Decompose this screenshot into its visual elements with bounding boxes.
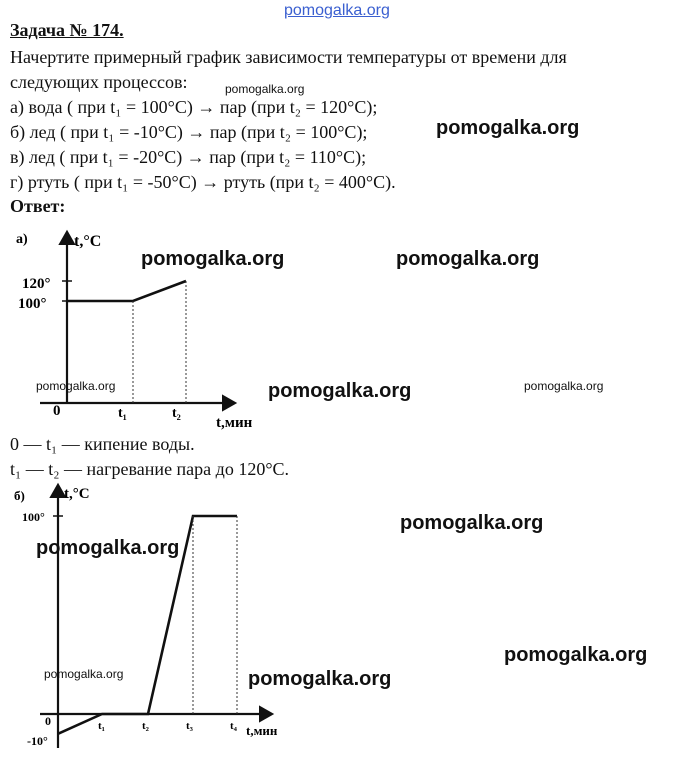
graph-b-y-tick-100: 100°	[22, 510, 45, 524]
watermark: pomogalka.org	[141, 248, 285, 270]
graph-b-x-tick-t1: t₁	[98, 720, 105, 732]
watermark: pomogalka.org	[44, 667, 124, 681]
site-watermark[interactable]: pomogalka.org	[284, 2, 390, 19]
task-title: Задача № 174.	[10, 20, 124, 40]
graph-a-note-2: t₁ — t₂ — нагревание пара до 120°С.	[10, 459, 290, 479]
answer-label: Ответ:	[10, 196, 66, 216]
graph-b-origin-label: 0	[45, 714, 51, 728]
graph-a-y-tick-100: 100°	[18, 296, 47, 312]
graph-b-y-axis-label: t,°C	[64, 486, 90, 502]
statement-line-1: Начертите примерный график зависимости температуры от времени для	[10, 47, 567, 67]
graph-b-panel-label: б)	[14, 488, 25, 503]
watermark: pomogalka.org	[225, 82, 305, 96]
task-item-d: г) ртуть ( при t₁ = -50°С) → ртуть (при t₂ = 400°С).	[10, 172, 396, 192]
watermark: pomogalka.org	[436, 117, 580, 139]
graph-a-y-axis-label: t,°C	[74, 233, 102, 250]
graph-b-x-axis-label: t,мин	[246, 723, 278, 738]
graph-a-x-tick-t1: t₁	[118, 406, 127, 421]
graph-a-x-axis-label: t,мин	[216, 415, 253, 431]
graph-b-x-tick-t3: t₃	[186, 720, 193, 732]
watermark: pomogalka.org	[248, 668, 392, 690]
watermark: pomogalka.org	[36, 537, 180, 559]
watermark: pomogalka.org	[400, 512, 544, 534]
graph-a-panel-label: а)	[16, 232, 28, 247]
watermark: pomogalka.org	[268, 380, 412, 402]
graph-a-y-tick-120: 120°	[22, 276, 51, 292]
task-item-b: б) лед ( при t₁ = -10°С) → пар (при t₂ = 100°С);	[10, 122, 368, 142]
graph-b-x-tick-t4: t₄	[230, 720, 237, 732]
graph-a-x-tick-t2: t₂	[172, 406, 181, 421]
watermark: pomogalka.org	[396, 248, 540, 270]
graph-a-origin-label: 0	[53, 403, 61, 419]
watermark: pomogalka.org	[504, 644, 648, 666]
watermark: pomogalka.org	[36, 379, 116, 393]
graph-a-note-1: 0 — t₁ — кипение воды.	[10, 434, 195, 454]
task-item-a: а) вода ( при t₁ = 100°С) → пар (при t₂ = 120°С);	[10, 97, 378, 117]
statement-line-2: следующих процессов:	[10, 72, 188, 92]
task-item-c: в) лед ( при t₁ = -20°С) → пар (при t₂ = 110°С);	[10, 147, 367, 167]
graph-b-x-tick-t2: t₂	[142, 720, 149, 732]
graph-b-y-tick-minus10: -10°	[27, 734, 48, 748]
watermark: pomogalka.org	[524, 379, 604, 393]
